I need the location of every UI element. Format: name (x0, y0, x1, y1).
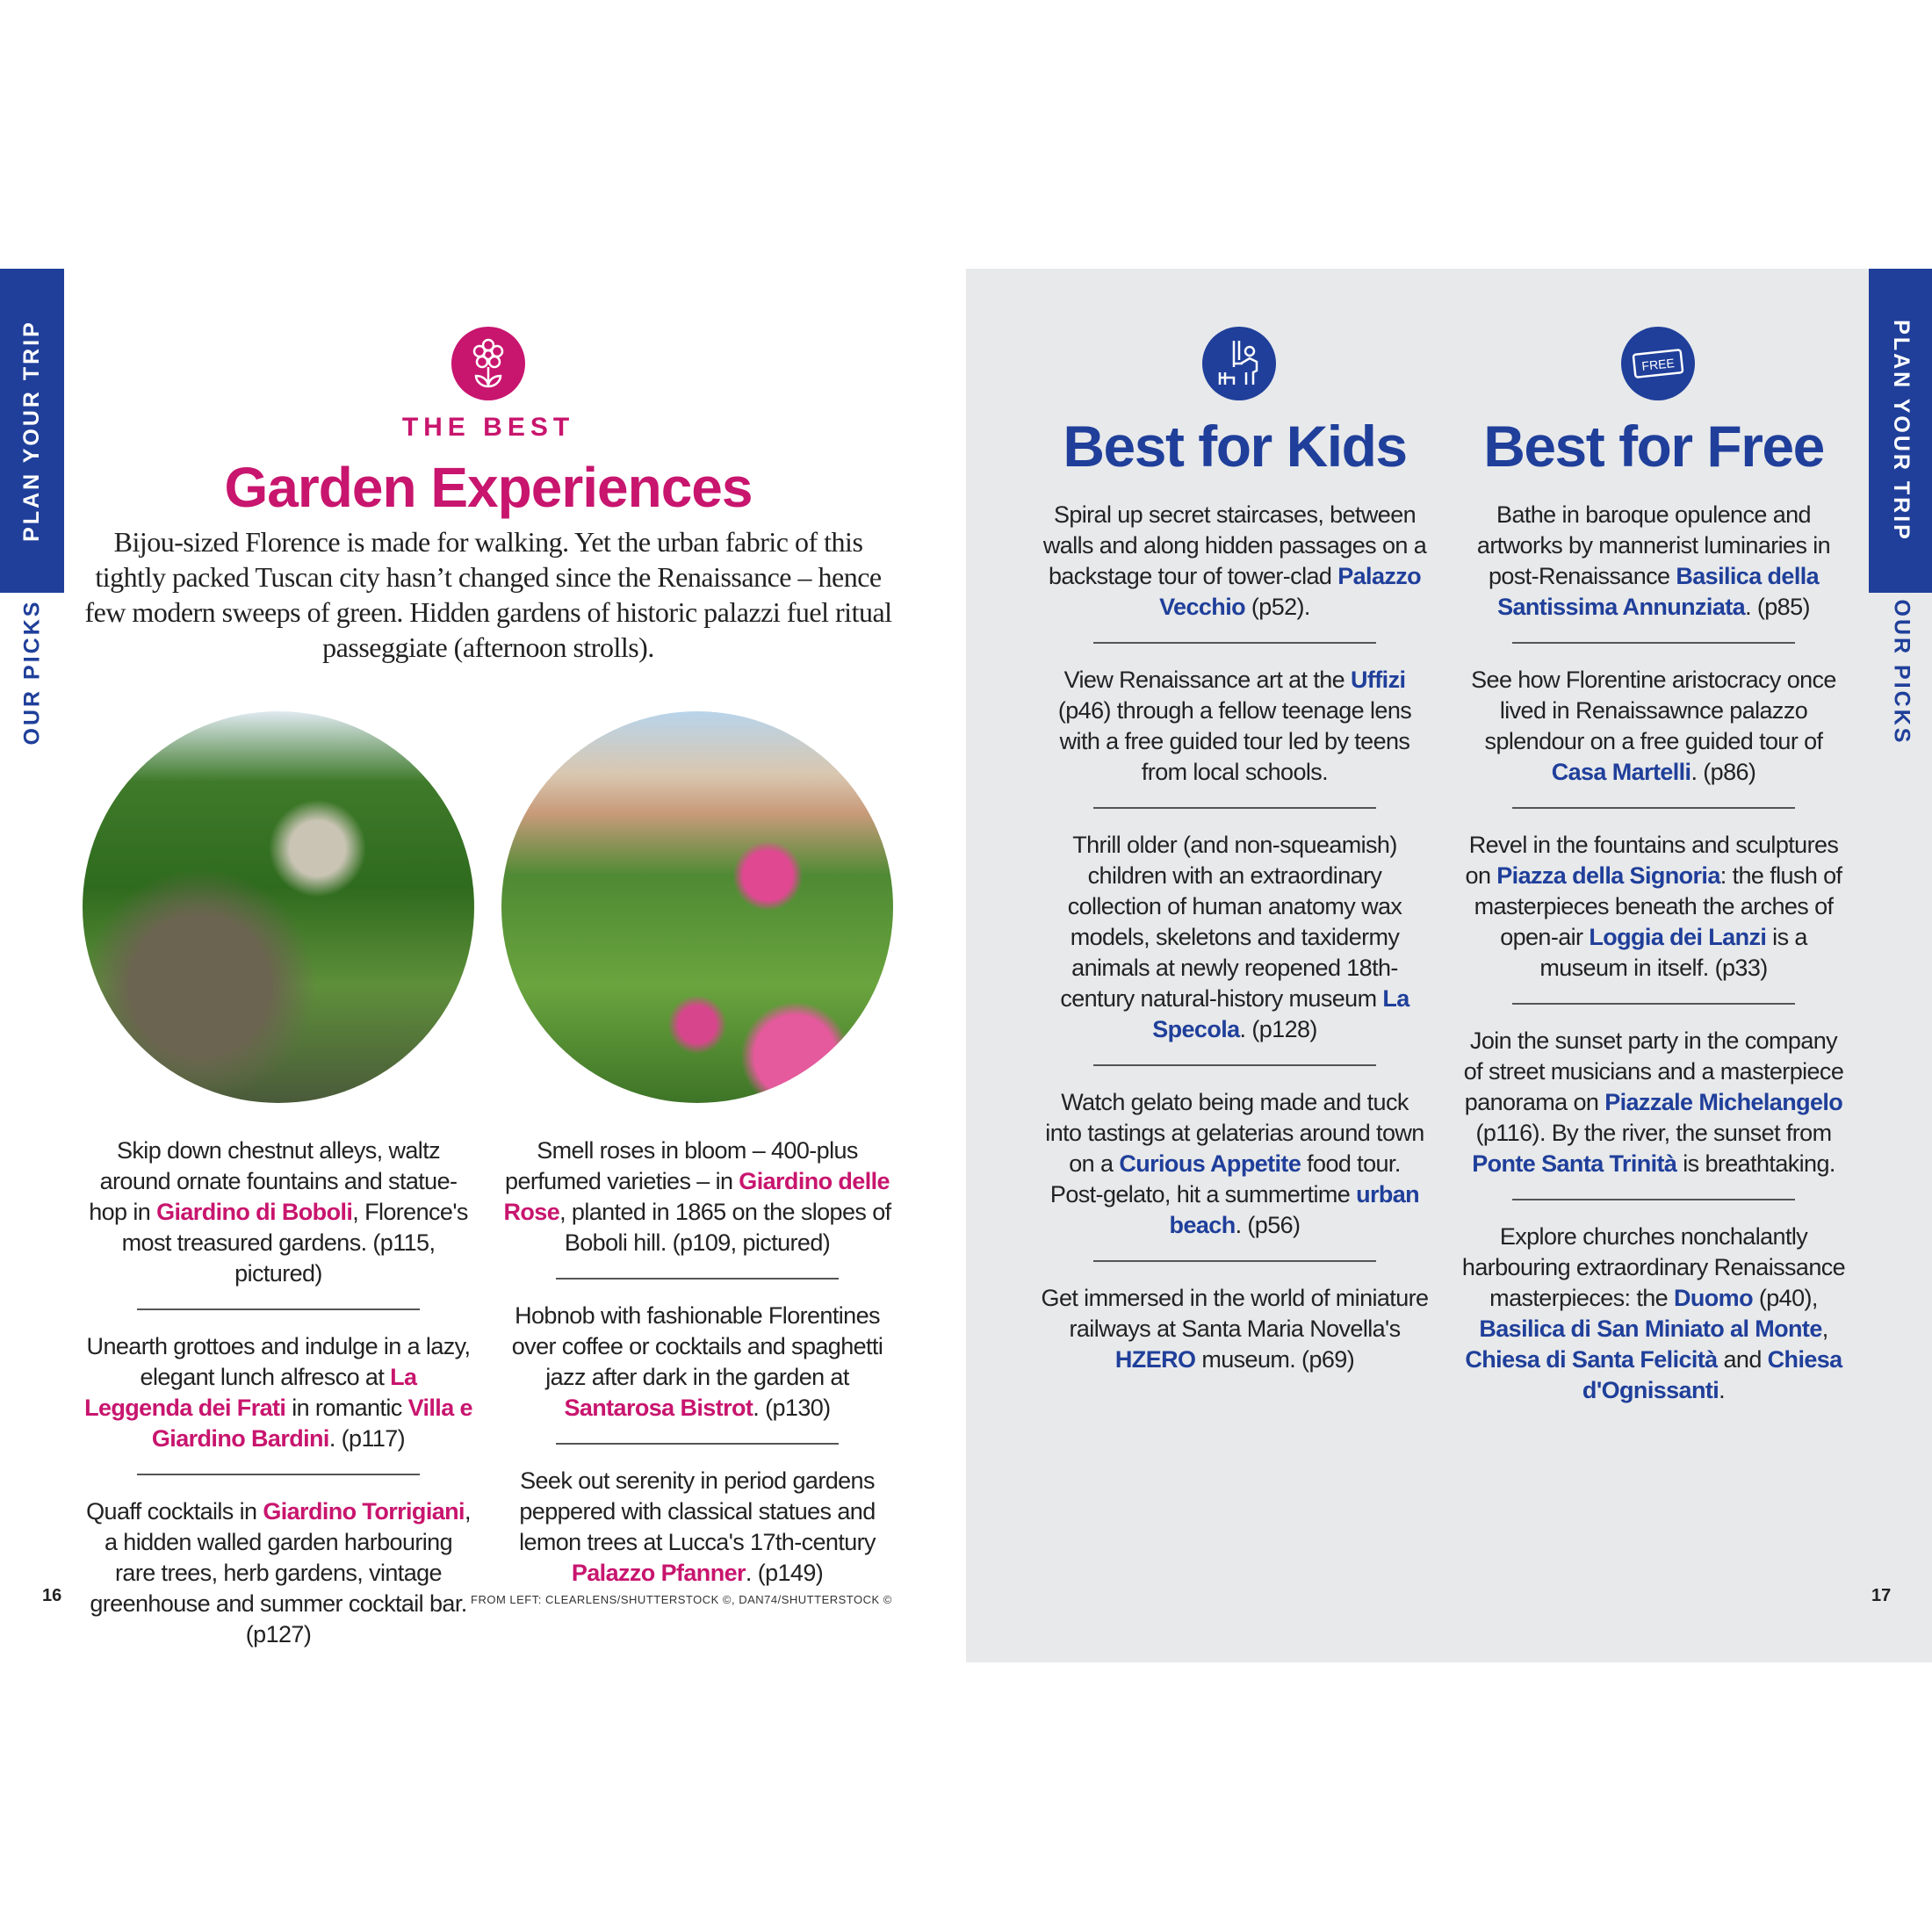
item-text: . (p86) (1690, 759, 1756, 785)
item-text: , (1821, 1316, 1828, 1342)
item-text: Hobnob with fashionable Florentines over coffee or cocktails and spaghetti jazz after dark in the garden at (511, 1302, 883, 1390)
item-text: . (p85) (1745, 594, 1810, 620)
list-item (81, 1331, 476, 1454)
divider (1093, 807, 1376, 809)
kids-title: Best for Kids (1063, 414, 1407, 479)
flower-icon (451, 327, 525, 400)
list-item (1037, 830, 1432, 1045)
place-name-highlight: Santarosa Bistrot (564, 1395, 753, 1421)
item-text: , planted in 1865 on the slopes of Boboli hill. (p109, pictured) (559, 1199, 891, 1256)
item-text: and (1717, 1346, 1768, 1373)
place-name-highlight: Basilica di San Miniato al Monte (1479, 1316, 1822, 1342)
divider (556, 1278, 839, 1280)
place-name-highlight: Villa e Giardino Bardini (151, 1395, 472, 1452)
divider (1512, 1003, 1795, 1005)
item-text: (p40), (1752, 1285, 1818, 1311)
item-text: . (p130) (753, 1395, 831, 1421)
item-text: Join the sunset party in the company of street musicians and a masterpiece panorama on (1463, 1027, 1844, 1115)
list-item (1037, 500, 1432, 623)
item-text: Smell roses in bloom – 400-plus perfumed varieties – in (505, 1137, 858, 1194)
divider (1512, 807, 1795, 809)
item-text: food tour. Post-gelato, hit a summertime (1049, 1150, 1401, 1208)
place-name-highlight: La Specola (1152, 985, 1409, 1042)
list-item (81, 1135, 476, 1289)
kids-column (1037, 500, 1432, 1375)
item-text: , Florence's most treasured gardens. (p115, pictured) (121, 1199, 468, 1287)
place-name-highlight: Palazzo Pfanner (571, 1560, 746, 1586)
free-ticket-icon (1621, 327, 1695, 400)
item-text: Spiral up secret staircases, between walls and along hidden passages on a backstage tour of tower-clad (1042, 501, 1427, 589)
list-item (500, 1466, 895, 1589)
section-tab-plan-your-trip-left (0, 269, 64, 593)
item-text: . (p117) (328, 1425, 406, 1452)
divider (1093, 642, 1376, 644)
place-name-highlight: Piazzale Michelangelo (1604, 1089, 1843, 1115)
section-tab-plan-your-trip-right (1869, 269, 1932, 593)
place-name-highlight: Giardino di Boboli (156, 1199, 353, 1225)
place-name-highlight: Casa Martelli (1551, 759, 1691, 785)
place-name-highlight: Giardino Torrigiani (263, 1498, 465, 1525)
item-text: . (p128) (1239, 1016, 1317, 1042)
place-name-highlight: urban beach (1169, 1181, 1420, 1238)
garden-column-2 (500, 1135, 895, 1589)
place-name-highlight: La Leggenda dei Frati (84, 1364, 417, 1421)
item-text: Watch gelato being made and tuck into tastings at gelaterias around town on a (1045, 1089, 1424, 1177)
list-item (1456, 665, 1851, 788)
divider (1512, 642, 1795, 644)
item-text: . (p149) (745, 1560, 824, 1586)
list-item (1037, 1087, 1432, 1241)
divider (1512, 1199, 1795, 1200)
page-number-right: 17 (1871, 1586, 1892, 1605)
divider (556, 1443, 839, 1445)
place-name-highlight: Piazza della Signoria (1496, 862, 1720, 889)
list-item (1037, 1283, 1432, 1375)
place-name-highlight: Chiesa di Santa Felicità (1465, 1346, 1718, 1373)
subsection-tab-label: OUR PICKS (19, 599, 44, 745)
subsection-tab-our-picks-left (0, 599, 64, 745)
free-icon-label: FREE (1640, 356, 1676, 373)
list-item (1037, 665, 1432, 788)
item-text: museum. (p69) (1195, 1346, 1355, 1373)
place-name-highlight: Uffizi (1351, 667, 1406, 693)
divider (1093, 1064, 1376, 1066)
item-text: Skip down chestnut alleys, waltz around ornate fountains and statue-hop in (89, 1137, 458, 1225)
child-playground-icon (1202, 327, 1276, 400)
list-item (500, 1135, 895, 1258)
item-text: . (p56) (1235, 1212, 1301, 1238)
item-text: , a hidden walled garden harbouring rare trees, herb gardens, vintage greenhouse and summer cocktail bar. (p127) (90, 1498, 471, 1647)
divider (1093, 1260, 1376, 1262)
page-title: Garden Experiences (224, 456, 753, 519)
intro-paragraph: Bijou-sized Florence is made for walking. Yet the urban fabric of this tightly packed Tuscan city hasn’t changed since the Renaissance – hence few modern sweeps of green. Hidden gardens of historic palazzi fuel ritual passeggiate (afternoon strolls). (84, 526, 892, 663)
item-text: Explore churches nonchalantly harbouring extraordinary Renaissance masterpieces: the (1461, 1223, 1846, 1311)
place-name-highlight: Curious Appetite (1119, 1150, 1301, 1177)
place-name-highlight: Giardino delle Rose (503, 1168, 890, 1225)
subsection-tab-our-picks-right (1869, 599, 1932, 745)
section-tab-label: PLAN YOUR TRIP (19, 320, 45, 542)
list-item (1456, 500, 1851, 623)
item-text: is a museum in itself. (p33) (1539, 924, 1807, 981)
item-text: Get immersed in the world of miniature railways at Santa Maria Novella's (1041, 1285, 1429, 1342)
item-text: (p116). By the river, the sunset from (1475, 1120, 1832, 1146)
divider (137, 1474, 420, 1475)
item-text: . (1719, 1377, 1726, 1403)
place-name-highlight: Loggia dei Lanzi (1589, 924, 1767, 950)
place-name-highlight: Duomo (1673, 1285, 1753, 1311)
item-text: (p52). (1245, 594, 1310, 620)
list-item (81, 1496, 476, 1650)
item-text: Seek out serenity in period gardens peppered with classical statues and lemon trees at Lucca's 17th-century (519, 1467, 876, 1555)
item-text: View Renaissance art at the (1063, 667, 1351, 693)
item-text: is breathtaking. (1676, 1150, 1835, 1177)
item-text: Revel in the fountains and sculptures on (1465, 832, 1839, 889)
place-name-highlight: Ponte Santa Trinità (1472, 1150, 1677, 1177)
item-text: Unearth grottoes and indulge in a lazy, elegant lunch alfresco at (86, 1333, 471, 1390)
item-text: in romantic (285, 1395, 408, 1421)
place-name-highlight: Basilica della Santissima Annunziata (1497, 563, 1820, 620)
page-number-left: 16 (42, 1586, 62, 1605)
boboli-garden-photo (83, 711, 474, 1103)
place-name-highlight: Chiesa d'Ognissanti (1582, 1346, 1842, 1403)
section-kicker: THE BEST (401, 413, 575, 442)
free-column (1456, 500, 1851, 1406)
list-item (1456, 1026, 1851, 1179)
list-item (1456, 830, 1851, 984)
item-text: Thrill older (and non-squeamish) children with an extraordinary collection of human anatomy wax models, skeletons and taxidermy animals at newly reopened 18th-century natural-history museum (1060, 832, 1402, 1012)
rose-garden-photo (501, 711, 893, 1103)
item-text: : the flush of masterpieces beneath the arches of open-air (1474, 862, 1842, 950)
place-name-highlight: Palazzo Vecchio (1159, 563, 1422, 620)
section-tab-label: PLAN YOUR TRIP (1889, 320, 1914, 542)
photo-credit: FROM LEFT: CLEARLENS/SHUTTERSTOCK ©, DAN74/SHUTTERSTOCK © (471, 1593, 892, 1606)
item-text: (p46) through a fellow teenage lens with a free guided tour led by teens from local schools. (1057, 697, 1412, 785)
divider (137, 1308, 420, 1310)
place-name-highlight: HZERO (1114, 1346, 1196, 1373)
subsection-tab-label: OUR PICKS (1889, 599, 1914, 745)
list-item (1456, 1222, 1851, 1406)
list-item (500, 1301, 895, 1424)
item-text: Bathe in baroque opulence and artworks by mannerist luminaries in post-Renaissance (1476, 501, 1831, 589)
item-text: Quaff cocktails in (86, 1498, 263, 1525)
free-title: Best for Free (1483, 414, 1824, 479)
garden-column-1 (81, 1135, 476, 1650)
item-text: See how Florentine aristocracy once lived in Renaissawnce palazzo splendour on a free guided tour of (1471, 667, 1836, 754)
